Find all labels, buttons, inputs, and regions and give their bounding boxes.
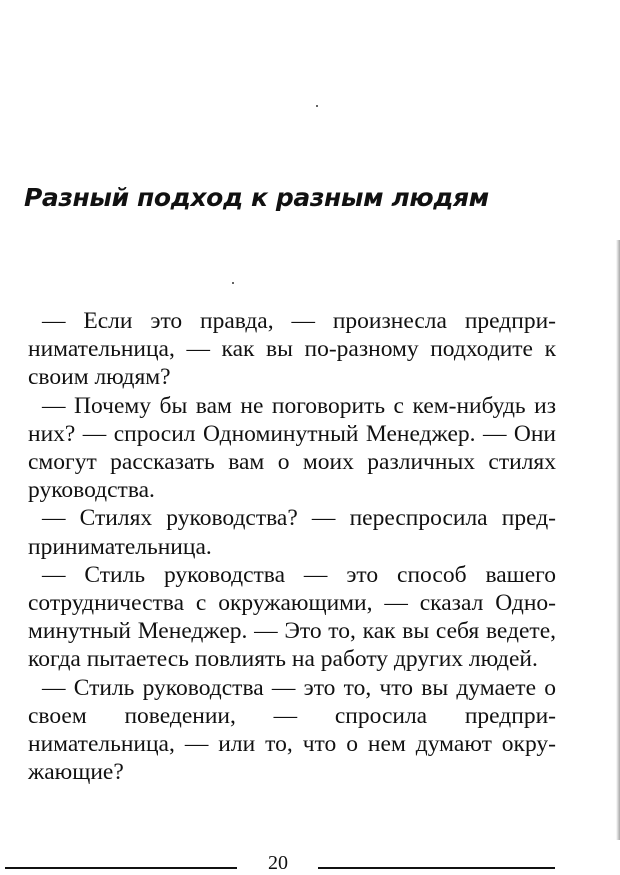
body-text (28, 307, 556, 786)
footer-rule-right (318, 867, 555, 869)
page-edge-shadow (616, 240, 620, 840)
paragraph: — Если это правда, — произнесла предпринимательница, — как вы по-разному подходите к своим людям? (28, 308, 556, 391)
scan-speck (316, 105, 318, 107)
paragraph: — Стиль руководства — это то, что вы думаете о своем поведении, — спросила предпринимательница, — или то, что о нем думают окружающие? (28, 674, 556, 786)
page-number: 20 (268, 852, 288, 874)
paragraph: — Стилях руководства? — переспросила предпринимательница. (28, 505, 556, 560)
scan-speck (232, 282, 234, 284)
paragraph: — Почему бы вам не поговорить с кем-нибудь из них? — спросил Одноминутный Менеджер. — Они смогут рассказать вам о моих различных стилях руководства. (28, 392, 556, 504)
page-footer (0, 850, 620, 874)
chapter-heading: Разный подход к разным людям (24, 183, 489, 212)
paragraph: — Стиль руководства — это способ вашего сотрудничества с окружающими, — сказал Одноминутный Менеджер. — Это то, как вы себя ведете, когда пытаетесь повлиять на работу других людей. (28, 561, 556, 673)
footer-rule-left (5, 867, 237, 869)
